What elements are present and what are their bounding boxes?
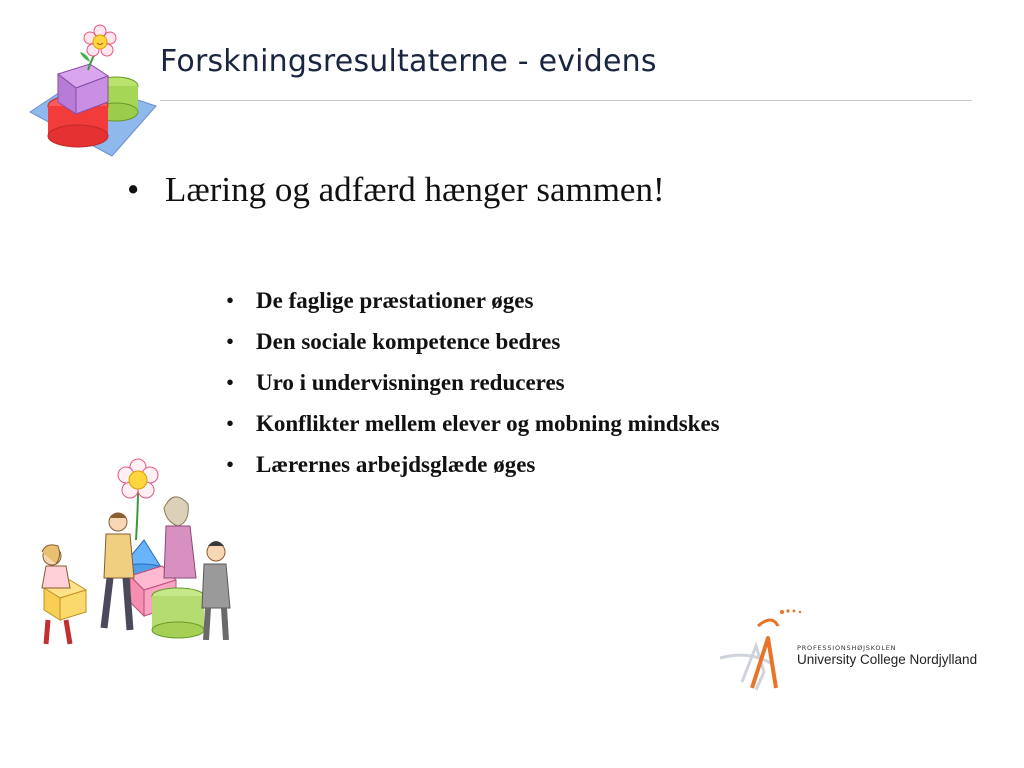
bullet-marker: • [226, 370, 235, 395]
bullet-marker: • [226, 288, 235, 313]
main-bullet-text: Læring og adfærd hænger sammen! [165, 170, 665, 209]
ucn-name: University College Nordjylland [797, 652, 978, 667]
sub-bullet-text: De faglige præstationer øges [256, 288, 534, 313]
sub-bullet-text: Lærernes arbejdsglæde øges [256, 452, 536, 477]
bullet-marker: • [127, 170, 140, 209]
sub-bullet-item [226, 448, 720, 489]
sub-bullet-text: Den sociale kompetence bedres [256, 329, 561, 354]
ucn-subtitle: PROFESSIONSHØJSKOLEN [797, 644, 897, 652]
sub-bullet-text: Konflikter mellem elever og mobning mindskes [256, 411, 720, 436]
title-divider [160, 100, 972, 101]
sub-bullet-list [226, 284, 720, 489]
sub-bullet-item [226, 407, 720, 448]
flower-blocks-icon [28, 22, 160, 162]
sub-bullet-text: Uro i undervisningen reduceres [256, 370, 565, 395]
bullet-marker: • [226, 329, 235, 354]
main-bullet [127, 170, 665, 210]
sub-bullet-item [226, 284, 720, 325]
bullet-marker: • [226, 411, 235, 436]
bullet-marker: • [226, 452, 235, 477]
children-building-blocks-icon [26, 448, 248, 670]
slide-title: Forskningsresultaterne - evidens [160, 44, 657, 79]
sub-bullet-item [226, 325, 720, 366]
sub-bullet-item [226, 366, 720, 407]
